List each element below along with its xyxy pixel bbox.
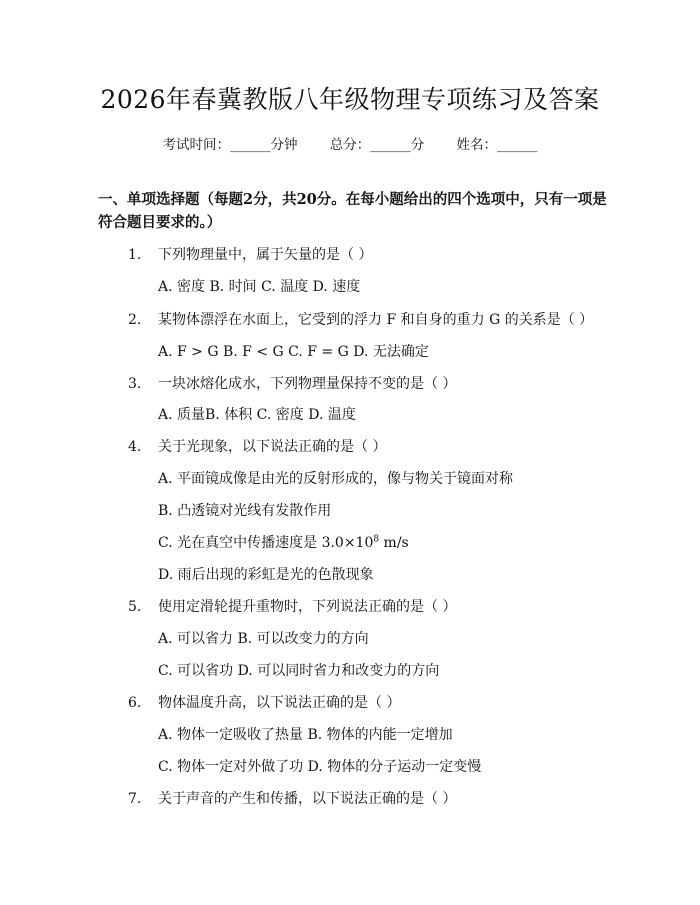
question-text: 关于光现象，以下说法正确的是（ ） (158, 439, 387, 455)
question-6-options-ab: A. 物体一定吸收了热量 B. 物体的内能一定增加 (158, 727, 453, 743)
question-3-options: A. 质量B. 体积 C. 密度 D. 温度 (158, 407, 356, 423)
page-title: 2026年春冀教版八年级物理专项练习及答案 (100, 85, 600, 114)
question-number: 3. (128, 376, 142, 392)
question-text: 某物体漂浮在水面上，它受到的浮力 F 和自身的重力 G 的关系是（ ） (158, 312, 594, 328)
question-text: 下列物理量中，属于矢量的是（ ） (158, 247, 373, 263)
question-4-option-b: B. 凸透镜对光线有发散作用 (158, 503, 332, 519)
student-name-field: 姓名：______ (456, 137, 538, 153)
question-number: 4. (128, 439, 142, 455)
question-1-options: A. 密度 B. 时间 C. 温度 D. 速度 (158, 279, 361, 295)
exam-meta (0, 133, 700, 153)
question-text: 关于声音的产生和传播，以下说法正确的是（ ） (158, 791, 457, 807)
question-text: 一块冰熔化成水，下列物理量保持不变的是（ ） (158, 376, 457, 392)
question-3 (128, 373, 456, 393)
question-2-options: A. F > G B. F < G C. F = G D. 无法确定 (158, 344, 429, 360)
question-6-options-cd: C. 物体一定对外做了功 D. 物体的分子运动一定变慢 (158, 759, 482, 775)
exponent: 8 (373, 534, 380, 545)
question-number: 6. (128, 695, 142, 711)
question-text: 使用定滑轮提升重物时，下列说法正确的是（ ） (158, 599, 457, 615)
question-number: 7. (128, 791, 142, 807)
question-5-options-ab: A. 可以省力 B. 可以改变力的方向 (158, 631, 369, 647)
question-7 (128, 788, 456, 808)
question-2 (128, 309, 593, 329)
question-4-option-a: A. 平面镜成像是由光的反射形成的，像与物关于镜面对称 (158, 471, 514, 487)
question-number: 2. (128, 312, 142, 328)
question-5 (128, 596, 456, 616)
option-c-text: C. 光在真空中传播速度是 3.0×10 (158, 535, 374, 551)
section-heading: 一、单项选择题（每题2分，共20分。在每小题给出的四个选项中，只有一项是符合题目要求的。） (98, 191, 607, 231)
question-text: 物体温度升高，以下说法正确的是（ ） (158, 695, 401, 711)
total-score-field: 总分：______分 (329, 137, 425, 153)
question-4 (128, 436, 386, 456)
question-4-option-c (158, 532, 409, 552)
question-number: 5. (128, 599, 142, 615)
question-5-options-cd: C. 可以省功 D. 可以同时省力和改变力的方向 (158, 663, 440, 679)
question-4-option-d: D. 雨后出现的彩虹是光的色散现象 (158, 567, 374, 583)
question-number: 1. (128, 247, 142, 263)
exam-time-field: 考试时间：______分钟 (162, 137, 298, 153)
unit: m/s (379, 535, 409, 551)
question-1 (128, 244, 372, 264)
question-6 (128, 692, 400, 712)
